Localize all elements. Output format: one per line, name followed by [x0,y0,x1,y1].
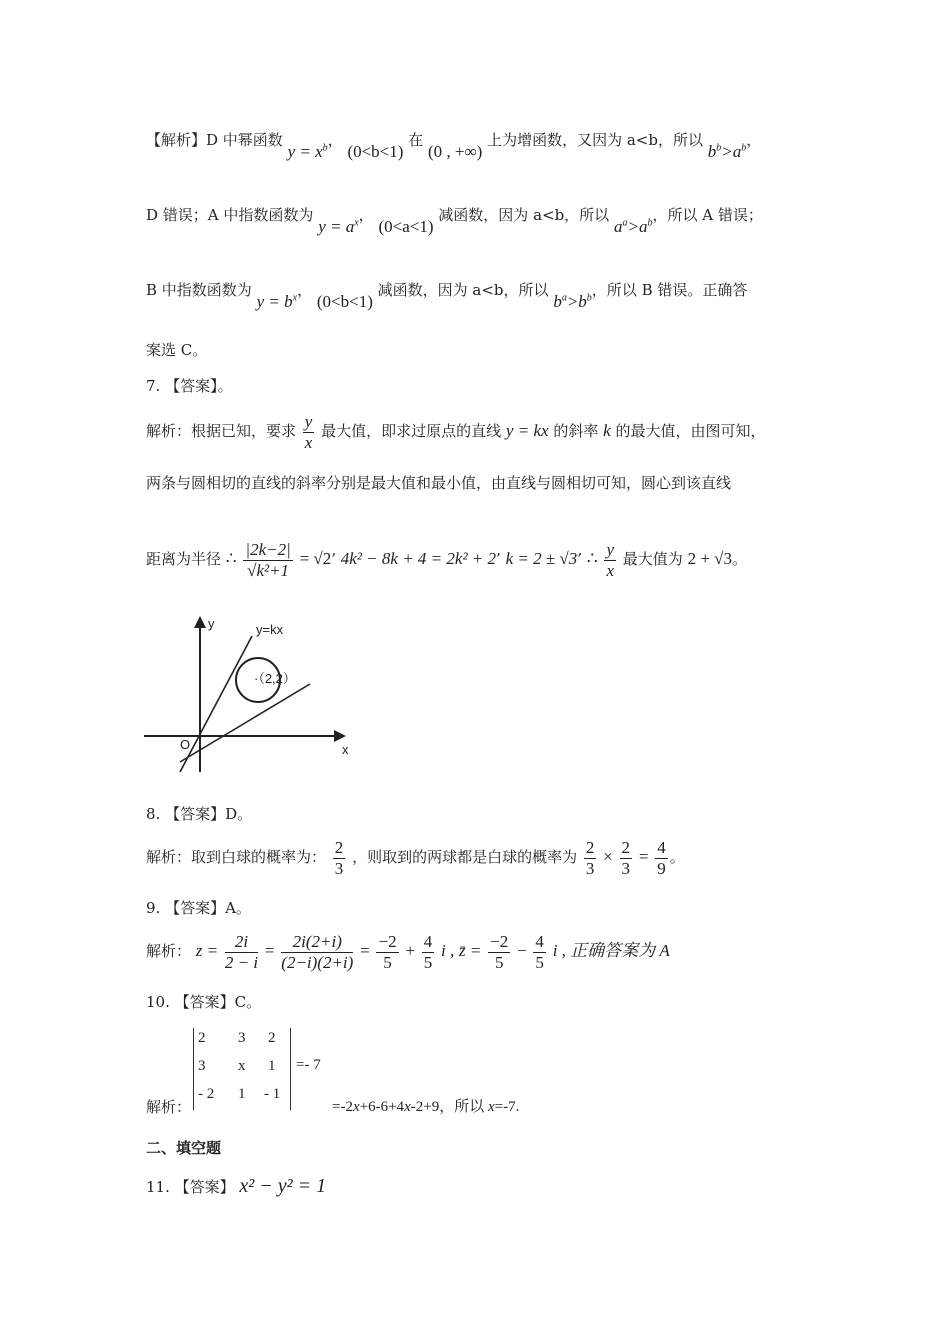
var-x: x [352,1099,360,1115]
det-equals: =- 7 [296,1057,321,1073]
fraction: $\frac{2}{3}$ [621,838,631,878]
det-cell: 2 [268,1030,276,1046]
text: 。 [669,848,685,867]
text: =-7. [494,1099,520,1115]
text: ， [358,206,374,224]
formula-range: (0<a<1) [378,217,434,236]
fraction-distance: $\frac{|2k-2|}{\text{√k²+1}}$ [245,540,291,580]
equals-symbol: = [264,941,275,961]
x-axis-label: x [342,742,349,757]
determinant [193,1028,291,1110]
q10-analysis [332,1098,519,1116]
det-cell: x [238,1058,246,1074]
origin-label: O [180,737,191,752]
analysis-line-1 [146,130,762,161]
text: 解析： [146,942,192,961]
text: 上为增函数，又因为 a<b，所以 [487,131,703,149]
formula-inequality: $a^a>a^b$ [613,217,653,236]
minus-symbol: − [517,941,527,961]
equals-symbol: = [360,941,370,961]
text: 的最大值，由图可知， [615,422,766,441]
text: 解析：取到白球的概率为： [146,848,327,867]
det-cell: 3 [198,1058,206,1074]
q7-analysis-line-3 [146,540,747,580]
det-cell: 3 [238,1030,246,1046]
text: B 中指数函数为 [146,281,252,299]
det-cell: - 1 [264,1086,281,1102]
text: 距离为半径 [146,550,222,569]
q8-analysis [146,838,685,878]
text: 解析：根据已知，要求 [146,422,297,441]
q10-analysis-label: 解析： [146,1098,192,1116]
tangent-lines-figure [140,612,360,782]
text: ，所以 B 错误。正确答 [591,281,748,299]
text: 减函数，因为 a<b，所以 [377,281,549,299]
formula-eq1: = √2 [299,549,332,569]
formula-k: k [603,421,611,441]
formula-exp-function: $y = b^x$ [256,292,298,311]
q8-answer-heading: 8. 【答案】D。 [146,805,253,823]
var-x: x [487,1099,495,1115]
therefore-symbol: ∴ [586,549,598,569]
text: 。 [731,550,747,569]
text: 在 [408,131,424,149]
text: +6-6+4 [359,1099,405,1115]
text: D 错误；A 中指数函数为 [146,206,314,224]
formula-power-function: $y = x^b$ [287,142,328,161]
text: =-2 [332,1099,353,1115]
formula-inequality: $b^b>a^b$ [707,142,747,161]
analysis-line-2 [146,205,763,236]
fraction: $\frac{2i}{2 - i}$ [224,932,259,972]
text: 减函数，因为 a<b，所以 [438,206,610,224]
x-axis-arrow [334,730,346,742]
y-axis-label: y [208,616,215,631]
fraction: $\frac{-2}{5}$ [490,932,509,972]
fraction: $\frac{2}{3}$ [334,838,344,878]
equals-symbol: = [638,847,649,867]
formula-result: 2 + √3 [687,549,732,569]
text: ，所以 A 错误； [652,206,763,224]
formula-z: z = [195,941,219,961]
times-symbol: × [603,847,613,867]
fraction: $\frac{4}{5}$ [535,932,544,972]
formula-range: (0<b<1) [316,292,373,311]
fraction-y-over-x: $\frac{y}{x}$ [606,540,614,580]
fraction: $\frac{4}{5}$ [423,932,433,972]
formula-i: i , [441,941,455,961]
text: ’ [577,550,583,569]
formula-eq2: 4k² − 8k + 4 = 2k² + 2 [340,549,497,569]
q10-answer-heading: 10. 【答案】C。 [146,993,262,1011]
analysis-line-4: 案选 C。 [146,341,208,359]
q7-analysis-line-1 [146,412,765,452]
text: ， [297,281,313,299]
formula-tail: i , 正确答案为 A [552,941,670,961]
plus-symbol: + [405,941,415,961]
q7-answer-heading: 7. 【答案】。 [146,377,233,395]
q9-answer-heading: 9. 【答案】A。 [146,899,251,917]
fraction: $\frac{2i(2+i)}{(2-i)(2+i)}$ [281,932,354,972]
line-steep [180,636,252,772]
text: ， [327,131,343,149]
formula-line: y = kx [505,421,549,441]
q11-answer [146,1174,326,1198]
text: ’ [331,550,337,569]
text: -2+9，所以 [410,1099,485,1115]
det-cell: - 2 [198,1086,215,1102]
text: ， [746,131,762,149]
det-cell: 1 [238,1086,246,1102]
fraction: $\frac{4}{9}$ [657,838,666,878]
text: 的斜率 [553,422,599,441]
text: ’ [496,550,501,569]
q7-analysis-line-2: 两条与圆相切的直线的斜率分别是最大值和最小值，由直线与圆相切可知，圆心到该直线 [146,474,732,492]
text: 最大值，即求过原点的直线 [321,422,502,441]
formula-range: (0<b<1) [347,142,404,161]
formula-exp-function: $y = a^x$ [318,217,359,236]
point-label: ·（2,2） [254,671,296,686]
therefore-symbol: ∴ [225,549,237,569]
section-heading: 二、填空题 [146,1139,222,1157]
formula-interval: (0 , +∞) [428,142,483,161]
analysis-line-3 [146,280,748,311]
formula-inequality: $b^a>b^b$ [553,292,592,311]
text: 最大值为 [622,550,683,569]
formula-zbar: z̄ = [459,941,482,961]
text: 【解析】D 中幂函数 [146,131,283,149]
y-axis-arrow [194,616,206,628]
fraction: $\frac{2}{3}$ [585,838,595,878]
q9-analysis [146,932,670,972]
det-cell: 1 [268,1058,276,1074]
var-x: x [404,1099,411,1115]
det-cell: 2 [198,1030,206,1046]
text: ，则取到的两球都是白球的概率为 [352,848,578,867]
q11-heading: 11. 【答案】 [146,1178,235,1196]
fraction: $\frac{-2}{5}$ [378,932,397,972]
formula-hyperbola: x² − y² = 1 [239,1175,327,1197]
formula-eq3: k = 2 ± √3 [505,549,578,569]
line-label: y=kx [256,622,284,637]
fraction-y-over-x: $\frac{y}{x}$ [304,412,313,452]
